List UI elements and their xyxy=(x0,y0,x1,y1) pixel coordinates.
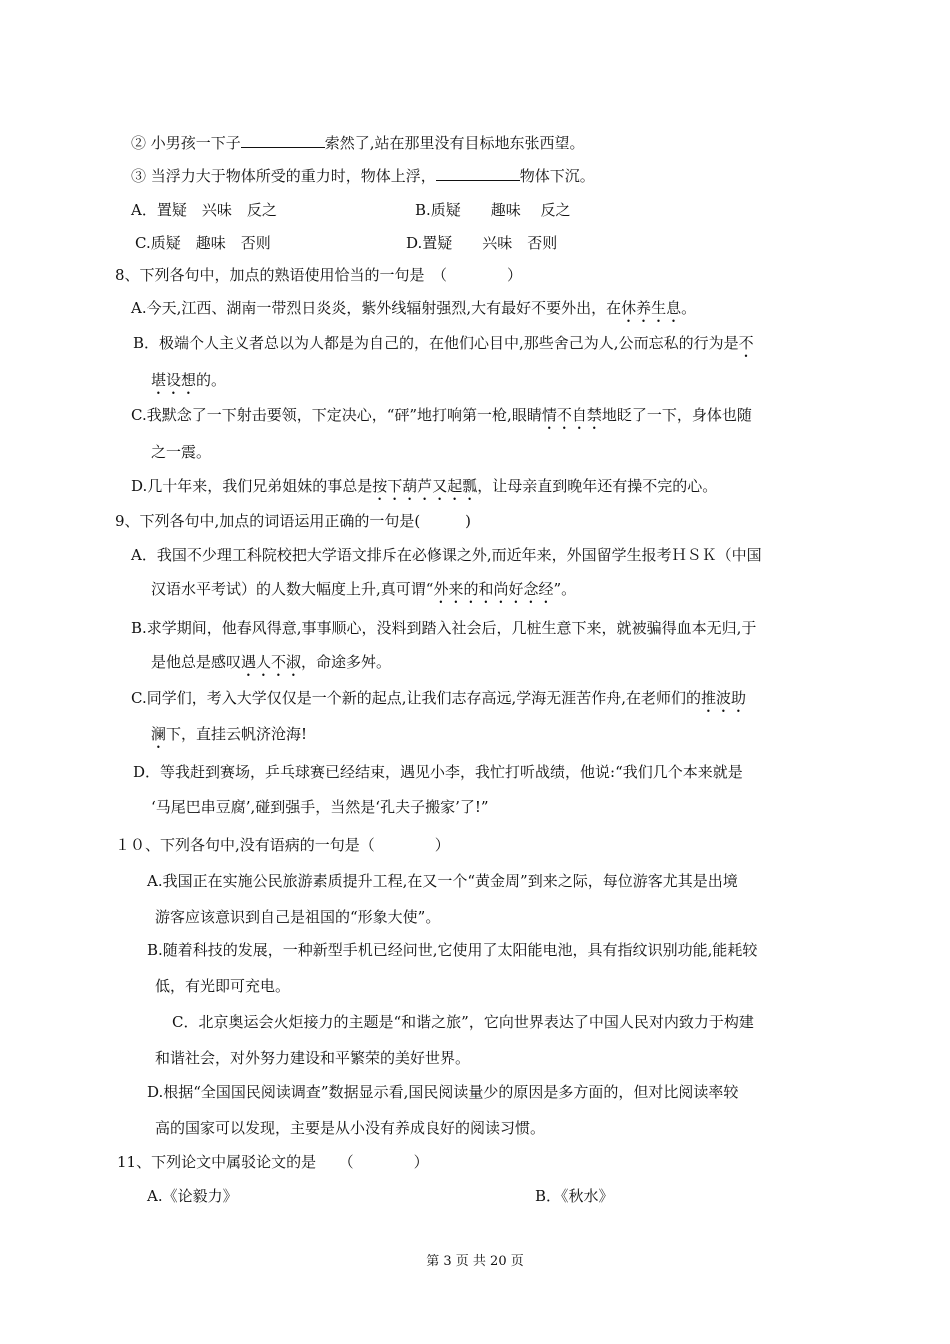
q7-option-b: B.质疑 趣味 反之 xyxy=(415,201,571,219)
text: 。 xyxy=(681,299,697,317)
q7-option-a: A．置疑 兴味 反之 xyxy=(131,201,277,219)
q8-option-b xyxy=(133,333,754,361)
q7-item3 xyxy=(131,166,595,186)
text: ”。 xyxy=(553,580,577,598)
q8-option-b-cont xyxy=(151,370,226,398)
q8-option-a xyxy=(131,298,696,326)
q11-option-a: A.《论毅力》 xyxy=(147,1187,238,1205)
question-11: 11、下列论文中属驳论文的是 （ ） xyxy=(117,1153,429,1171)
q10-option-b-cont: 低，有光即可充电。 xyxy=(155,977,291,995)
text: 地眨了一下，身体也随 xyxy=(601,406,752,424)
dotted-phrase: 休养生息 xyxy=(621,299,682,317)
q10-option-a: A.我国正在实施公民旅游素质提升工程,在又一个“黄金周”到来之际，每位游客尤其是出境 xyxy=(147,872,738,890)
q9-option-d: D．等我赶到赛场，乒乓球赛已经结束，遇见小李，我忙打听战绩，他说:“我们几个本来就是 xyxy=(133,763,743,781)
text: A.今天,江西、湖南一带烈日炎炎，紫外线辐射强烈,大有最好不要外出，在 xyxy=(131,299,622,317)
text: 下，直挂云帆济沧海! xyxy=(166,725,308,743)
text: 的。 xyxy=(196,371,227,389)
q9-option-c-cont xyxy=(151,724,307,752)
q10-option-d-cont: 高的国家可以发现，主要是从小没有养成良好的阅读习惯。 xyxy=(155,1119,546,1137)
q9-option-a-cont xyxy=(151,579,576,607)
q9-option-a: A．我国不少理工科院校把大学语文排斥在必修课之外,而近年来，外国留学生报考ＨＳＫ（中国 xyxy=(131,546,762,564)
text: B．极端个人主义者总以为人都是为自己的，在他们心目中,那些舍己为人,公而忘私的行为是 xyxy=(133,334,739,352)
text: 物体下沉。 xyxy=(519,167,595,185)
page-footer: 第 3 页 共 20 页 xyxy=(426,1254,524,1269)
text: ，让母亲直到晚年还有操不完的心。 xyxy=(477,477,718,495)
q9-option-d-cont: ‘马尾巴串豆腐’,碰到强手，当然是‘孔夫子搬家’了!” xyxy=(151,798,489,816)
answer-blank xyxy=(241,133,325,148)
dotted-phrase: 推波助 xyxy=(701,689,747,707)
dotted-phrase: 情不自禁 xyxy=(541,406,602,424)
q8-option-c xyxy=(131,405,752,433)
text: 索然了,站在那里没有目标地东张西望。 xyxy=(324,134,585,152)
text: 是他总是感叹 xyxy=(151,653,242,671)
q9-option-b: B.求学期间，他春风得意,事事顺心，没料到踏入社会后，几桩生意下来，就被骗得血本无归,于 xyxy=(131,619,757,637)
q9-option-b-cont xyxy=(151,652,391,680)
dotted-phrase: 不 xyxy=(738,334,754,352)
q10-option-c: C．北京奥运会火炬接力的主题是“和谐之旅”，它向世界表达了中国人民对内致力于构建 xyxy=(172,1013,754,1031)
text: C.我默念了一下射击要领，下定决心，“砰”地打响第一枪,眼睛 xyxy=(131,406,542,424)
q10-option-a-cont: 游客应该意识到自己是祖国的“形象大使”。 xyxy=(155,908,441,926)
q10-option-c-cont: 和谐社会，对外努力建设和平繁荣的美好世界。 xyxy=(155,1049,471,1067)
question-10: １０、下列各句中,没有语病的一句是（ ） xyxy=(115,836,450,854)
dotted-phrase: 遇人不淑 xyxy=(241,653,302,671)
question-8: 8、下列各句中，加点的熟语使用恰当的一句是 （ ） xyxy=(115,266,523,284)
q9-option-c xyxy=(131,688,746,716)
dotted-phrase: 堪设想 xyxy=(151,371,197,389)
text: C.同学们，考入大学仅仅是一个新的起点,让我们志存高远,学海无涯苦作舟,在老师们的 xyxy=(131,689,702,707)
text: 汉语水平考试）的人数大幅度上升,真可谓“ xyxy=(151,580,434,598)
text: ，命途多舛。 xyxy=(301,653,392,671)
q10-option-b: B.随着科技的发展，一种新型手机已经问世,它使用了太阳能电池，具有指纹识别功能,能耗较 xyxy=(147,941,758,959)
q8-option-c-cont: 之一震。 xyxy=(151,443,212,461)
dotted-phrase: 外来的和尚好念经 xyxy=(433,580,554,598)
question-9: 9、下列各句中,加点的词语运用正确的一句是( ) xyxy=(115,512,472,530)
text: D.几十年来，我们兄弟姐妹的事总是 xyxy=(131,477,373,495)
text: ③ 当浮力大于物体所受的重力时，物体上浮， xyxy=(131,167,436,185)
text: ② 小男孩一下子 xyxy=(131,134,241,152)
q11-option-b: B．《秋水》 xyxy=(535,1187,614,1205)
q7-option-c: C.质疑 趣味 否则 xyxy=(135,234,271,252)
q7-item2 xyxy=(131,133,585,153)
dotted-phrase: 按下葫芦又起瓢 xyxy=(372,477,478,495)
q7-option-d: D.置疑 兴味 否则 xyxy=(406,234,558,252)
answer-blank xyxy=(436,166,520,181)
dotted-phrase: 澜 xyxy=(151,725,167,743)
q10-option-d: D.根据“全国国民阅读调查”数据显示看,国民阅读量少的原因是多方面的，但对比阅读率较 xyxy=(147,1083,739,1101)
q8-option-d xyxy=(131,476,717,504)
